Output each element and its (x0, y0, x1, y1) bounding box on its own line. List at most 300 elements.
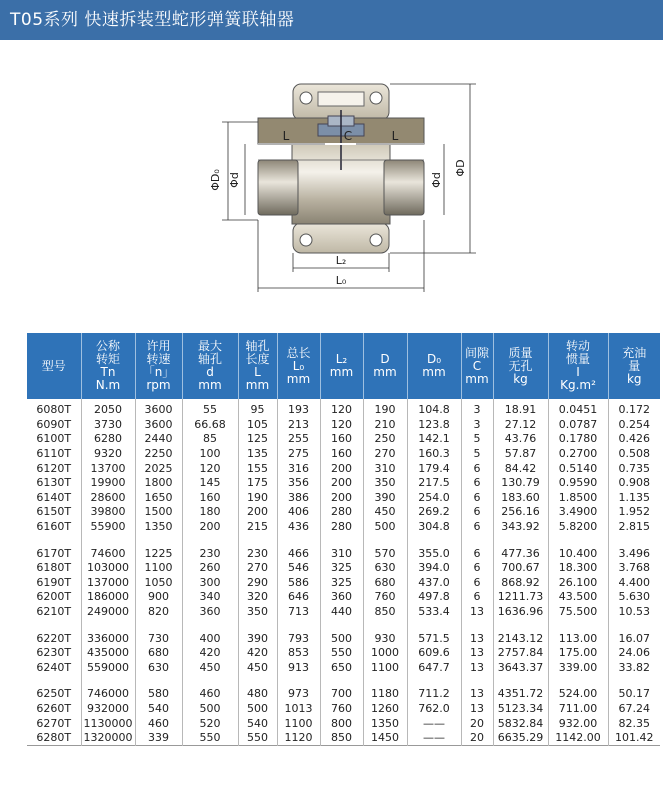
label-L2: L₂ (335, 254, 347, 267)
table-cell: 120 (182, 461, 238, 476)
table-cell: 18.91 (493, 399, 548, 418)
table-row (27, 505, 660, 520)
table-cell: 180 (182, 505, 238, 520)
table-cell: 5.630 (618, 590, 650, 604)
table-cell: 67.24 (618, 701, 650, 715)
table-cell: 275 (277, 447, 320, 462)
table-cell: 33.82 (618, 660, 650, 674)
table-cell: 450 (182, 661, 238, 676)
table-cell: 420 (182, 646, 238, 661)
table-cell: 1260 (363, 702, 407, 717)
header-line: 无孔 (508, 358, 533, 373)
table-cell: 1.8500 (548, 491, 608, 506)
label-L-right: L (391, 129, 399, 143)
page-title: T05系列 快速拆装型蛇形弹簧联轴器 (0, 0, 663, 40)
table-cell: 900 (135, 590, 182, 605)
table-cell: 230 (182, 546, 238, 561)
table-cell: 10.53 (618, 605, 650, 619)
table-cell: 6100T (27, 432, 81, 447)
table-cell: 75.500 (548, 605, 608, 620)
table-cell: 5.8200 (548, 520, 608, 535)
table-cell: 5123.34 (493, 702, 548, 717)
table-cell: 500 (320, 631, 363, 646)
table-cell: 125 (238, 432, 277, 447)
table-cell: 850 (320, 731, 363, 746)
table-cell: 650 (320, 661, 363, 676)
table-cell: 66.68 (182, 418, 238, 433)
header-line: C (472, 358, 482, 373)
table-cell: 6130T (27, 476, 81, 491)
table-cell: 6170T (27, 546, 81, 561)
table-cell: 325 (320, 561, 363, 576)
table-cell: 13 (461, 646, 493, 661)
table-cell: 1211.73 (493, 590, 548, 605)
table-cell: 200 (320, 491, 363, 506)
header-line: 间隙 (464, 345, 489, 360)
header-line: 轴孔 (197, 352, 222, 366)
header-line: I (576, 365, 580, 379)
table-cell: 1130000 (81, 716, 135, 731)
table-cell: 586 (277, 576, 320, 591)
header-line: mm (198, 378, 222, 392)
header-line: Kg.m² (560, 378, 596, 392)
table-cell: 711.00 (548, 702, 608, 717)
table-cell: 793 (277, 631, 320, 646)
table-cell: 28600 (81, 491, 135, 506)
table-cell: 0.9590 (548, 476, 608, 491)
table-cell: 2440 (135, 432, 182, 447)
header-line: Tn (100, 365, 116, 379)
table-cell: 0.172 (618, 403, 650, 417)
table-cell: 6250T (27, 687, 81, 702)
header-line: D (380, 352, 390, 366)
table-cell: 13 (461, 702, 493, 717)
table-cell: 6190T (27, 576, 81, 591)
header-line: 长度 (245, 352, 270, 366)
table-cell: 6280T (27, 731, 81, 746)
table-cell: 145 (182, 476, 238, 491)
table-cell: 320 (238, 590, 277, 605)
table-cell: 217.5 (407, 476, 461, 491)
table-cell: 270 (238, 561, 277, 576)
table-cell: 339 (135, 731, 182, 746)
table-cell: 6150T (27, 505, 81, 520)
header-line: 量 (628, 358, 641, 373)
table-cell: 1120 (277, 731, 320, 746)
table-cell: 460 (182, 687, 238, 702)
header-line: 转速 (146, 352, 171, 366)
table-cell: 390 (238, 631, 277, 646)
table-cell: 3600 (135, 399, 182, 418)
label-phi-d-left: Φd (228, 172, 241, 188)
table-cell: 1050 (135, 576, 182, 591)
group-spacer (27, 534, 660, 546)
table-cell: 500 (363, 520, 407, 535)
table-cell: 255 (277, 432, 320, 447)
table-cell: 647.7 (407, 661, 461, 676)
table-cell: 6 (461, 491, 493, 506)
table-cell: 3600 (135, 418, 182, 433)
header-line: L (254, 365, 261, 379)
table-cell: 435000 (81, 646, 135, 661)
header-line: 质量 (508, 345, 533, 360)
header-line: N.m (95, 378, 121, 392)
table-cell: 5832.84 (493, 716, 548, 731)
table-cell: 0.735 (618, 461, 650, 475)
shaft-left (258, 160, 298, 215)
column-header-10 (493, 333, 548, 399)
table-cell: 6270T (27, 716, 81, 731)
table-cell: 215 (238, 520, 277, 535)
table-cell: 6080T (27, 399, 81, 418)
table-cell: 190 (238, 491, 277, 506)
table-cell: 57.87 (493, 447, 548, 462)
table-cell: 436 (277, 520, 320, 535)
table-cell: 6 (461, 505, 493, 520)
table-cell: 6140T (27, 491, 81, 506)
table-cell: 6220T (27, 631, 81, 646)
label-L-left: L (282, 129, 290, 143)
table-cell: 179.4 (407, 461, 461, 476)
table-cell: 0.0451 (548, 399, 608, 418)
table-cell: 55 (182, 399, 238, 418)
header-line: kg (626, 371, 642, 386)
table-cell: 27.12 (493, 418, 548, 433)
table-cell: 1450 (363, 731, 407, 746)
table-cell: 400 (182, 631, 238, 646)
table-row (27, 418, 660, 433)
group-spacer (27, 619, 660, 631)
table-cell: 6635.29 (493, 731, 548, 746)
table-cell: 6 (461, 546, 493, 561)
table-cell: 450 (363, 505, 407, 520)
table-cell: 1636.96 (493, 605, 548, 620)
table-row (27, 399, 660, 418)
table-cell: 4351.72 (493, 687, 548, 702)
table-row (27, 702, 660, 717)
table-cell: 200 (320, 461, 363, 476)
table-cell: 200 (320, 476, 363, 491)
table-cell: 6 (461, 561, 493, 576)
table-cell: 853 (277, 646, 320, 661)
table-cell: 82.35 (618, 716, 650, 730)
table-cell: 120 (320, 399, 363, 418)
spec-table (27, 333, 660, 746)
table-cell: 50.17 (618, 687, 650, 701)
header-line: 许用 (146, 339, 171, 353)
table-row (27, 576, 660, 591)
table-cell: 280 (320, 520, 363, 535)
table-cell: 973 (277, 687, 320, 702)
table-cell: 190 (363, 399, 407, 418)
table-cell: 13 (461, 605, 493, 620)
header-line: mm (373, 365, 397, 379)
table-cell: 300 (182, 576, 238, 591)
table-cell: 520 (182, 716, 238, 731)
table-cell: 343.92 (493, 520, 548, 535)
table-cell: 1100 (135, 561, 182, 576)
table-cell: 103000 (81, 561, 135, 576)
table-cell: 339.00 (548, 661, 608, 676)
table-cell: 6280 (81, 432, 135, 447)
table-row (27, 561, 660, 576)
table-cell: 6160T (27, 520, 81, 535)
table-cell: 10.400 (548, 546, 608, 561)
table-cell: 105 (238, 418, 277, 433)
table-cell: 1100 (363, 661, 407, 676)
table-cell: —— (407, 731, 461, 746)
header-line: kg (513, 371, 528, 386)
table-cell: 160 (182, 491, 238, 506)
table-cell: 24.06 (618, 646, 650, 660)
table-cell: 43.76 (493, 432, 548, 447)
table-cell: 13 (461, 631, 493, 646)
table-cell: 6230T (27, 646, 81, 661)
table-cell: 16.07 (618, 631, 650, 645)
table-cell: 6090T (27, 418, 81, 433)
table-cell: 533.4 (407, 605, 461, 620)
table-cell: 26.100 (548, 576, 608, 591)
table-cell: 437.0 (407, 576, 461, 591)
table-row (27, 461, 660, 476)
table-cell: 630 (363, 561, 407, 576)
column-header-2 (135, 333, 182, 399)
column-header-11 (548, 333, 608, 399)
table-cell: 0.426 (618, 432, 650, 446)
table-cell: 6 (461, 461, 493, 476)
table-cell: 0.0787 (548, 418, 608, 433)
header-line: 转矩 (95, 352, 120, 366)
table-row (27, 646, 660, 661)
table-row (27, 716, 660, 731)
table-cell: 249000 (81, 605, 135, 620)
coupling-drawing (0, 40, 663, 330)
table-row (27, 491, 660, 506)
table-cell: 746000 (81, 687, 135, 702)
table-cell: 800 (320, 716, 363, 731)
table-cell: 680 (135, 646, 182, 661)
table-cell: 497.8 (407, 590, 461, 605)
table-cell: 256.16 (493, 505, 548, 520)
table-cell: 460 (135, 716, 182, 731)
table-cell: 1800 (135, 476, 182, 491)
table-cell: 250 (363, 432, 407, 447)
table-cell: 524.00 (548, 687, 608, 702)
table-cell: 130.79 (493, 476, 548, 491)
table-cell: 160 (320, 432, 363, 447)
table-cell: 135 (238, 447, 277, 462)
table-cell: 1225 (135, 546, 182, 561)
table-cell: 5 (461, 447, 493, 462)
label-C: C (343, 129, 353, 143)
table-cell: 850 (363, 605, 407, 620)
column-header-7 (363, 333, 407, 399)
table-row (27, 590, 660, 605)
header-line: 公称 (95, 339, 120, 353)
table-cell: 20 (461, 716, 493, 731)
table-cell: 394.0 (407, 561, 461, 576)
table-cell: 95 (238, 399, 277, 418)
label-phi-d-right: Φd (430, 172, 443, 188)
table-cell: 186000 (81, 590, 135, 605)
table-cell: 1320000 (81, 731, 135, 746)
header-line: 惯量 (565, 352, 590, 366)
table-cell: —— (407, 716, 461, 731)
table-cell: 1000 (363, 646, 407, 661)
table-cell: 2757.84 (493, 646, 548, 661)
table-cell: 19900 (81, 476, 135, 491)
table-cell: 269.2 (407, 505, 461, 520)
table-cell: 609.6 (407, 646, 461, 661)
table-cell: 730 (135, 631, 182, 646)
table-cell: 390 (363, 491, 407, 506)
table-cell: 550 (182, 731, 238, 746)
table-row (27, 520, 660, 535)
table-cell: 1180 (363, 687, 407, 702)
table-cell: 1.135 (618, 490, 650, 504)
table-cell: 175.00 (548, 646, 608, 661)
table-cell: 304.8 (407, 520, 461, 535)
table-cell: 760 (320, 702, 363, 717)
header-line: 总长 (286, 345, 311, 360)
label-phi-D: ΦD (454, 159, 467, 177)
table-cell: 39800 (81, 505, 135, 520)
table-cell: 230 (238, 546, 277, 561)
table-cell: 210 (363, 418, 407, 433)
table-cell: 3.496 (618, 546, 650, 560)
table-cell: 477.36 (493, 546, 548, 561)
table-cell: 0.2700 (548, 447, 608, 462)
table-cell: 356 (277, 476, 320, 491)
table-cell: 290 (238, 576, 277, 591)
table-cell: 6180T (27, 561, 81, 576)
table-cell: 2050 (81, 399, 135, 418)
table-cell: 406 (277, 505, 320, 520)
table-cell: 6 (461, 576, 493, 591)
table-cell: 0.508 (618, 447, 650, 461)
table-body (27, 399, 660, 746)
table-cell: 2250 (135, 447, 182, 462)
header-line: 最大 (197, 339, 222, 353)
group-spacer (27, 675, 660, 687)
table-cell: 930 (363, 631, 407, 646)
table-cell: 932000 (81, 702, 135, 717)
header-line: rpm (146, 378, 171, 392)
table-cell: 6210T (27, 605, 81, 620)
table-cell: 500 (182, 702, 238, 717)
table-cell: 760 (363, 590, 407, 605)
table-cell: 646 (277, 590, 320, 605)
column-header-8 (407, 333, 461, 399)
table-row (27, 731, 660, 746)
table-cell: 85 (182, 432, 238, 447)
table-cell: 104.8 (407, 399, 461, 418)
table-cell: 200 (238, 505, 277, 520)
column-header-9 (461, 333, 493, 399)
table-cell: 2143.12 (493, 631, 548, 646)
header-line: d (206, 365, 214, 379)
table-cell: 1500 (135, 505, 182, 520)
table-row (27, 447, 660, 462)
table-cell: 932.00 (548, 716, 608, 731)
table-cell: 160.3 (407, 447, 461, 462)
table-cell: 3.768 (618, 561, 650, 575)
table-cell: 120 (320, 418, 363, 433)
table-cell: 2.815 (618, 520, 650, 534)
table-cell: 193 (277, 399, 320, 418)
table-cell: 340 (182, 590, 238, 605)
table-cell: 6120T (27, 461, 81, 476)
table-cell: 420 (238, 646, 277, 661)
table-header-row (27, 333, 660, 399)
table-cell: 20 (461, 731, 493, 746)
table-row (27, 687, 660, 702)
table-cell: 1013 (277, 702, 320, 717)
column-header-0 (27, 333, 81, 399)
table-cell: 113.00 (548, 631, 608, 646)
table-cell: 6240T (27, 661, 81, 676)
table-cell: 55900 (81, 520, 135, 535)
table-cell: 630 (135, 661, 182, 676)
table-cell: 5 (461, 432, 493, 447)
table-cell: 336000 (81, 631, 135, 646)
table-cell: 1650 (135, 491, 182, 506)
table-cell: 355.0 (407, 546, 461, 561)
table-cell: 9320 (81, 447, 135, 462)
header-line: L₂ (335, 352, 348, 366)
column-header-6 (320, 333, 363, 399)
table-cell: 466 (277, 546, 320, 561)
table-cell: 680 (363, 576, 407, 591)
header-line: mm (329, 365, 354, 379)
table-row (27, 432, 660, 447)
table-cell: 160 (320, 447, 363, 462)
header-line: L₀ (292, 358, 305, 373)
column-header-12 (608, 333, 660, 399)
table-cell: 175 (238, 476, 277, 491)
table-cell: 142.1 (407, 432, 461, 447)
table-cell: 6110T (27, 447, 81, 462)
table-cell: 316 (277, 461, 320, 476)
shaft-right (384, 160, 424, 215)
header-line: mm (422, 365, 446, 379)
table-cell: 6 (461, 590, 493, 605)
table-cell: 1100 (277, 716, 320, 731)
table-cell: 13700 (81, 461, 135, 476)
table-cell: 18.300 (548, 561, 608, 576)
label-phi-d0: ΦD₀ (209, 169, 222, 191)
table-cell: 480 (238, 687, 277, 702)
table-cell: 1350 (135, 520, 182, 535)
table-cell: 0.908 (618, 476, 650, 490)
table-cell: 762.0 (407, 702, 461, 717)
table-cell: 6 (461, 520, 493, 535)
table-cell: 84.42 (493, 461, 548, 476)
table-cell: 580 (135, 687, 182, 702)
table-cell: 700 (320, 687, 363, 702)
table-cell: 350 (363, 476, 407, 491)
table-cell: 550 (238, 731, 277, 746)
table-cell: 123.8 (407, 418, 461, 433)
table-row (27, 631, 660, 646)
table-cell: 713 (277, 605, 320, 620)
table-row (27, 476, 660, 491)
table-cell: 0.1780 (548, 432, 608, 447)
table-cell: 101.42 (615, 731, 654, 745)
column-header-1 (81, 333, 135, 399)
table-cell: 386 (277, 491, 320, 506)
table-cell: 3.4900 (548, 505, 608, 520)
